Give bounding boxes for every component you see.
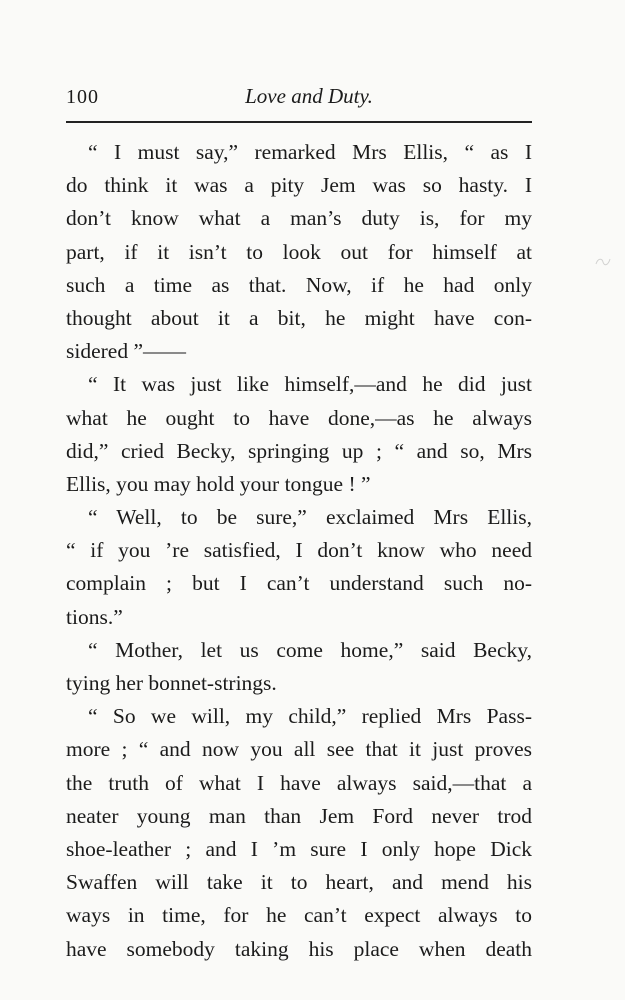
text-line: complain ; but I can’t understand such no- [66, 571, 532, 596]
text-line: sidered ”—— [66, 339, 187, 364]
text-line: Ellis, you may hold your tongue ! ” [66, 471, 371, 496]
header-rule [66, 121, 532, 123]
page-number: 100 [66, 86, 99, 108]
text-line: neater young man than Jem Ford never trod [66, 803, 532, 828]
text-line: “ So we will, my child,” replied Mrs Pass- [88, 704, 532, 729]
text-line: more ; “ and now you all see that it just proves [66, 737, 532, 762]
text-line: do think it was a pity Jem was so hasty. I [66, 173, 532, 198]
text-line: did,” cried Becky, springing up ; “ and so, Mrs [66, 438, 532, 463]
text-line: shoe-leather ; and I ’m sure I only hope Dick [66, 836, 532, 861]
text-line: “ I must say,” remarked Mrs Ellis, “ as I [88, 140, 532, 164]
text-line: tying her bonnet-strings. [66, 671, 277, 695]
text-line: Swaffen will take it to heart, and mend his [66, 870, 532, 895]
paragraph [66, 700, 532, 966]
page-header [66, 80, 532, 110]
text-line: don’t know what a man’s duty is, for my [66, 206, 532, 231]
text-line: what he ought to have done,—as he always [66, 405, 532, 430]
paragraph [66, 136, 532, 368]
text-line: ways in time, for he can’t expect always to [66, 903, 532, 928]
text-line: such a time as that. Now, if he had only [66, 272, 532, 297]
body-text [66, 136, 532, 966]
text-line: thought about it a bit, he might have con- [66, 305, 532, 330]
text-line: “ if you ’re satisfied, I don’t know who need [66, 538, 532, 563]
text-line: the truth of what I have always said,—that a [66, 770, 532, 795]
running-title: Love and Duty. [245, 84, 373, 108]
text-line: have somebody taking his place when death [66, 936, 532, 961]
paragraph [66, 634, 532, 700]
text-line: “ Mother, let us come home,” said Becky, [88, 637, 532, 662]
text-line: “ Well, to be sure,” exclaimed Mrs Ellis, [88, 505, 532, 530]
text-line: “ It was just like himself,—and he did just [88, 372, 532, 397]
text-line: part, if it isn’t to look out for himself at [66, 239, 532, 264]
paragraph [66, 368, 532, 501]
paragraph [66, 501, 532, 634]
margin-mark-icon [594, 254, 612, 268]
text-line: tions.” [66, 604, 123, 629]
